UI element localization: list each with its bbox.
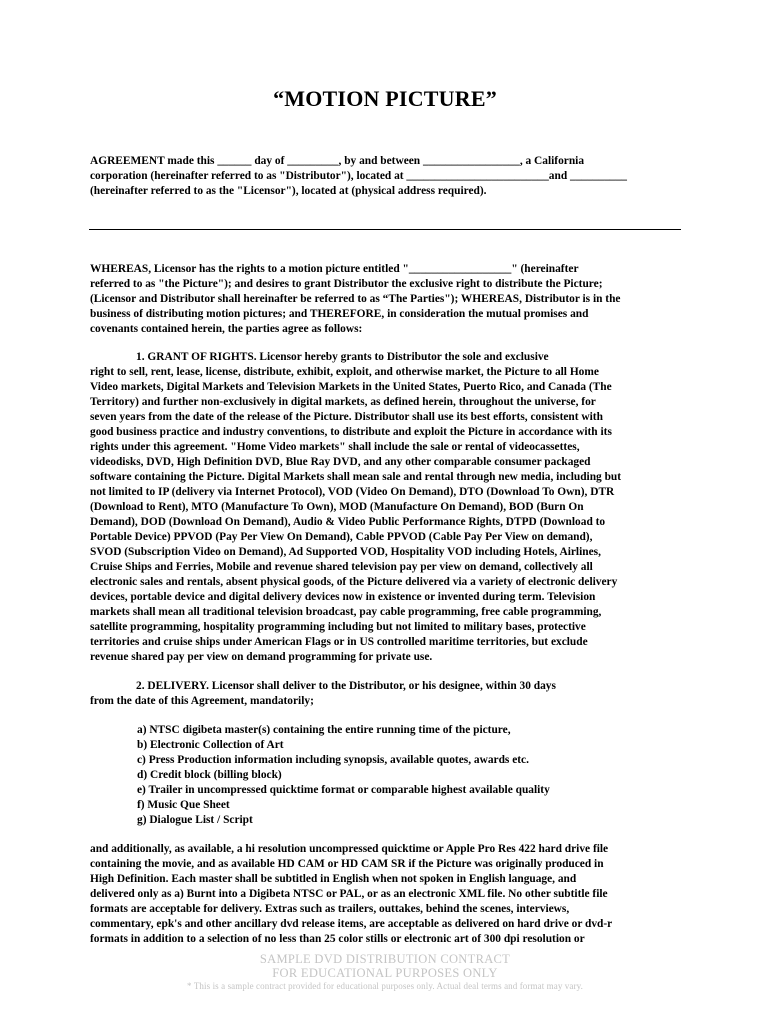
document-title: “MOTION PICTURE” bbox=[273, 86, 497, 111]
section-line: good business practice and industry conventions, to distribute and exploit the Picture in accordance with its bbox=[90, 426, 612, 438]
list-item: c) Press Production information including synopsis, available quotes, awards etc. bbox=[137, 754, 529, 766]
section-line: and additionally, as available, a hi resolution uncompressed quicktime or Apple Pro Res 422 hard drive file bbox=[90, 843, 609, 855]
section-line: markets shall mean all traditional television broadcast, pay cable programming, free cable programming, bbox=[90, 606, 602, 618]
section-line: Demand), DOD (Download On Demand), Audio & Video Public Performance Rights, DTPD (Download to bbox=[90, 516, 606, 528]
section-line: High Definition. Each master shall be subtitled in English when not spoken in English language, and bbox=[90, 873, 577, 885]
list-item: a) NTSC digibeta master(s) containing the entire running time of the picture, bbox=[137, 724, 511, 736]
section-line: right to sell, rent, lease, license, distribute, exhibit, exploit, and otherwise market, the Picture to all Home bbox=[90, 366, 599, 378]
section-heading-line: 1. GRANT OF RIGHTS. Licensor hereby grants to Distributor the sole and exclusive bbox=[136, 351, 549, 363]
section-line: Territory) and further non-exclusively in digital markets, as defined herein, throughout the universe, for bbox=[90, 396, 596, 408]
section-line: territories and cruise ships under American Flags or in US controlled maritime territories, but exclude bbox=[90, 636, 588, 648]
section-line: (Download to Rent), MTO (Manufacture To Own), MOD (Manufacture On Demand), BOD (Burn On bbox=[90, 501, 584, 513]
whereas-line: WHEREAS, Licensor has the rights to a motion picture entitled "__________________" (hereinafter bbox=[90, 263, 579, 275]
delivery-additional-paragraph bbox=[90, 842, 682, 947]
agreement-intro bbox=[90, 154, 682, 199]
section-line: not limited to IP (delivery via Internet Protocol), VOD (Video On Demand), DTO (Download To Own), DTR bbox=[90, 486, 615, 498]
whereas-line: covenants contained herein, the parties agree as follows: bbox=[90, 323, 363, 335]
horizontal-divider bbox=[89, 229, 681, 230]
section-line: containing the movie, and as available HD CAM or HD CAM SR if the Picture was originally produced in bbox=[90, 858, 604, 870]
section-line: seven years from the date of the release of the Picture. Distributor shall use its best efforts, consistent with bbox=[90, 411, 603, 423]
list-item: d) Credit block (billing block) bbox=[137, 769, 282, 781]
section-line: SVOD (Subscription Video on Demand), Ad Supported VOD, Hospitality VOD including Hotels, Airlines, bbox=[90, 546, 601, 558]
section-line: from the date of this Agreement, mandatorily; bbox=[90, 695, 314, 707]
section-line: devices, portable device and digital delivery devices now in existence or invented during term. Television bbox=[90, 591, 596, 603]
section-line: revenue shared pay per view on demand programming for private use. bbox=[90, 651, 433, 663]
intro-line: corporation (hereinafter referred to as "Distributor"), located at _________________________and __________ bbox=[90, 170, 627, 182]
section-line: commentary, epk's and other ancillary dvd release items, are acceptable as delivered on hard drive or dvd-r bbox=[90, 918, 613, 930]
whereas-line: business of distributing motion pictures; and THEREFORE, in consideration the mutual promises and bbox=[90, 308, 589, 320]
section-line: Video markets, Digital Markets and Television Markets in the United States, Puerto Rico, and Canada (The bbox=[90, 381, 612, 393]
section-line: Portable Device) PPVOD (Pay Per View On Demand), Cable PPVOD (Cable Pay Per View on demand), bbox=[90, 531, 593, 543]
section-heading-line: 2. DELIVERY. Licensor shall deliver to the Distributor, or his designee, within 30 days bbox=[136, 680, 556, 692]
section-line: delivered only as a) Burnt into a Digibeta NTSC or PAL, or as an electronic XML file. No other subtitle file bbox=[90, 888, 608, 900]
list-item: b) Electronic Collection of Art bbox=[137, 739, 284, 751]
footer-disclaimer: * This is a sample contract provided for educational purposes only. Actual deal terms and format may vary. bbox=[187, 981, 583, 991]
whereas-paragraph bbox=[90, 262, 682, 337]
delivery-items-list bbox=[137, 723, 682, 828]
list-item: f) Music Que Sheet bbox=[137, 799, 230, 811]
section-line: formats in addition to a selection of no less than 25 color stills or electronic art of 300 dpi resolution or bbox=[90, 933, 585, 945]
whereas-line: referred to as "the Picture"); and desires to grant Distributor the exclusive right to distribute the Picture; bbox=[90, 278, 603, 290]
list-item: g) Dialogue List / Script bbox=[137, 814, 253, 826]
section-line: rights under this agreement. "Home Video markets" shall include the sale or rental of videocassettes, bbox=[90, 441, 580, 453]
intro-line: AGREEMENT made this ______ day of _________, by and between _________________, a California bbox=[90, 155, 585, 167]
section-line: software containing the Picture. Digital Markets shall mean sale and rental through new media, including but bbox=[90, 471, 622, 483]
whereas-line: (Licensor and Distributor shall hereinafter be referred to as “The Parties"); WHEREAS, Distributor is in the bbox=[90, 293, 621, 305]
section-line: electronic sales and rentals, absent physical goods, of the Picture delivered via a variety of electronic delivery bbox=[90, 576, 618, 588]
footer-watermark-line: FOR EDUCATIONAL PURPOSES ONLY bbox=[272, 966, 498, 980]
intro-line: (hereinafter referred to as the "Licensor"), located at (physical address required). bbox=[90, 185, 487, 197]
section-grant-of-rights bbox=[90, 350, 682, 665]
list-item: e) Trailer in uncompressed quicktime format or comparable highest available quality bbox=[137, 784, 550, 796]
section-line: satellite programming, hospitality programming including but not limited to military bases, protective bbox=[90, 621, 586, 633]
section-line: formats are acceptable for delivery. Extras such as trailers, outtakes, behind the scenes, interviews, bbox=[90, 903, 570, 915]
section-line: Cruise Ships and Ferries, Mobile and revenue shared television pay per view on demand, collectively all bbox=[90, 561, 593, 573]
section-line: videodisks, DVD, High Definition DVD, Blue Ray DVD, and any other comparable consumer packaged bbox=[90, 456, 591, 468]
section-delivery bbox=[90, 679, 682, 709]
footer-watermark-line: SAMPLE DVD DISTRIBUTION CONTRACT bbox=[259, 952, 511, 966]
